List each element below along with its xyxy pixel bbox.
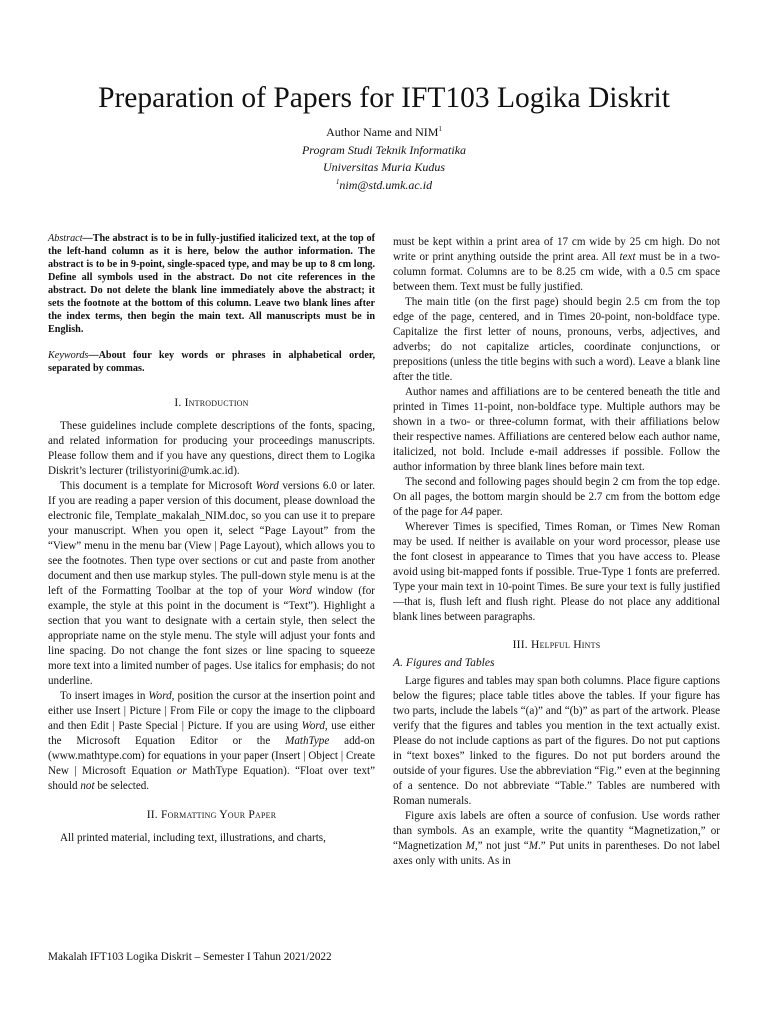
right-column	[393, 235, 720, 869]
hints-paragraph-1: Large figures and tables may span both columns. Place figure captions below the figures; place table titles above the tables. If your figure has two parts, include the labels “(a)” and “(b)” as part of the artwork. Please verify that the figures and tables you mention in the text actually exist. Please do not include captions as part of the figures. Do not put captions in “text boxes” linked to the figures. Do not put borders around the outside of your figures. Use the abbreviation “Fig.” even at the beginning of a sentence. Do not abbreviate “Table.” Tables are numbered with Roman numerals.	[393, 675, 720, 807]
formatting-paragraph-3: Author names and affiliations are to be centered beneath the title and printed in Times 11-point, non-boldface type. Multiple authors may be shown in a two- or three-column format, with their affiliations below their respective names. Affiliations are centered below each author name, italicized, not bold. Include e-mail addresses if possible. Follow the author information by three blank lines before main text.	[393, 386, 720, 473]
author-block	[184, 124, 584, 194]
formatting-paragraph-2: The main title (on the first page) should begin 2.5 cm from the top edge of the page, centered, and in Times 20-point, non-boldface type. Capitalize the first letter of nouns, pronouns, verbs, adjectives, and adverbs; do not capitalize articles, coordinate conjunctions, or prepositions (unless the title begins with such a word). Leave a blank line after the title.	[393, 296, 720, 383]
formatting-paragraph-4: The second and following pages should begin 2 cm from the top edge. On all pages, the bottom margin should be 2.7 cm from the bottom edge of the page for A4 paper.	[393, 476, 720, 518]
affiliation-program: Program Studi Teknik Informatika	[301, 142, 467, 157]
section-heading-formatting: II. Formatting Your Paper	[146, 808, 277, 821]
formatting-paragraph-1-start: All printed material, including text, illustrations, and charts,	[60, 832, 326, 844]
abstract-lead: Abstract	[48, 233, 83, 244]
keywords-lead: Keywords	[48, 350, 89, 361]
author-email: $^1$nim@std.umk.ac.id	[335, 177, 433, 192]
abstract-text: —The abstract is to be in fully-justified italicized text, at the top of the left-hand column as it is here, below the author information. The abstract is to be in 9-point, single-spaced type, and may be up to 8 cm long. Define all symbols used in the abstract. Do not cite references in the abstract. Do not delete the blank line immediately above the abstract; it sets the footnote at the bottom of this column. Leave two blank lines after the index terms, then begin the main text. All manuscripts must be in English.	[48, 233, 375, 335]
intro-paragraph-2: This document is a template for Microsoft Word versions 6.0 or later. If you are reading a paper version of this document, please download the electronic file, Template_makalah_NIM.doc, so you can use it to prepare your manuscript. When you open it, select “Page Layout” from the “View” menu in the menu bar (View | Page Layout), which allows you to see the footnotes. Then type over sections or cut and paste from another document and then use markup styles. The pull-down style menu is at the left of the Formatting Toolbar at the top of your Word window (for example, the style at this point in the document is “Text”). Highlight a section that you want to designate with a certain style, then select the appropriate name on the style menu. The style will adjust your fonts and line spacing. Do not change the font sizes or line spacing to squeeze more text into a limited number of pages. Use italics for emphasis; do not underline.	[48, 480, 375, 687]
intro-paragraph-3: To insert images in Word, position the cursor at the insertion point and either use Insert | Picture | From File or copy the image to the clipboard and then Edit | Paste Special | Picture. If you are using Word, use either the Microsoft Equation Editor or the MathType add-on (www.mathtype.com) for equations in your paper (Insert | Object | Create New | Microsoft Equation or MathType Equation). “Float over text” should not be selected.	[48, 690, 375, 792]
intro-paragraph-1: These guidelines include complete descriptions of the fonts, spacing, and related information for producing your proceedings manuscripts. Please follow them and if you have any questions, direct them to Logika Diskrit’s lecturer (trilistyorini@umk.ac.id).	[48, 420, 375, 477]
page-footer: Makalah IFT103 Logika Diskrit – Semester I Tahun 2021/2022	[48, 951, 332, 963]
subsection-heading-figures-tables: A. Figures and Tables	[393, 656, 495, 669]
formatting-paragraph-1-cont: must be kept within a print area of 17 cm wide by 25 cm high. Do not write or print anything outside the print area. All text must be in a two-column format. Columns are to be 8.25 cm wide, with a 0.5 cm space between them. Text must be fully justified.	[393, 236, 720, 293]
formatting-paragraph-5: Wherever Times is specified, Times Roman, or Times New Roman may be used. If neither is available on your word processor, please use the font closest in appearance to Times that you have access to. Please avoid using bit-mapped fonts if possible. True-Type 1 fonts are preferred. Type your main text in 10-point Times. Be sure your text is fully justified—that is, flush left and flush right. Please do not place any additional blank lines between paragraphs.	[393, 521, 720, 623]
keywords	[48, 349, 375, 375]
abstract	[48, 232, 375, 336]
hints-paragraph-2: Figure axis labels are often a source of confusion. Use words rather than symbols. As an example, write the quantity “Magnetization,” or “Magnetization M,” not just “M.” Put units in parentheses. Do not label axes only with units. As in	[393, 810, 721, 867]
author-name: Author Name and NIM$^1$	[326, 125, 442, 139]
email-superscript: 1	[335, 177, 340, 186]
section-heading-helpful-hints: III. Helpful Hints	[512, 638, 601, 651]
affiliation-university: Universitas Muria Kudus	[322, 160, 445, 174]
section-heading-introduction: I. Introduction	[174, 396, 249, 409]
keywords-text: —About four key words or phrases in alphabetical order, separated by commas.	[48, 350, 375, 374]
left-column	[48, 232, 375, 846]
author-superscript: 1	[438, 125, 442, 133]
paper-title: Preparation of Papers for IFT103 Logika Diskrit	[98, 82, 670, 114]
